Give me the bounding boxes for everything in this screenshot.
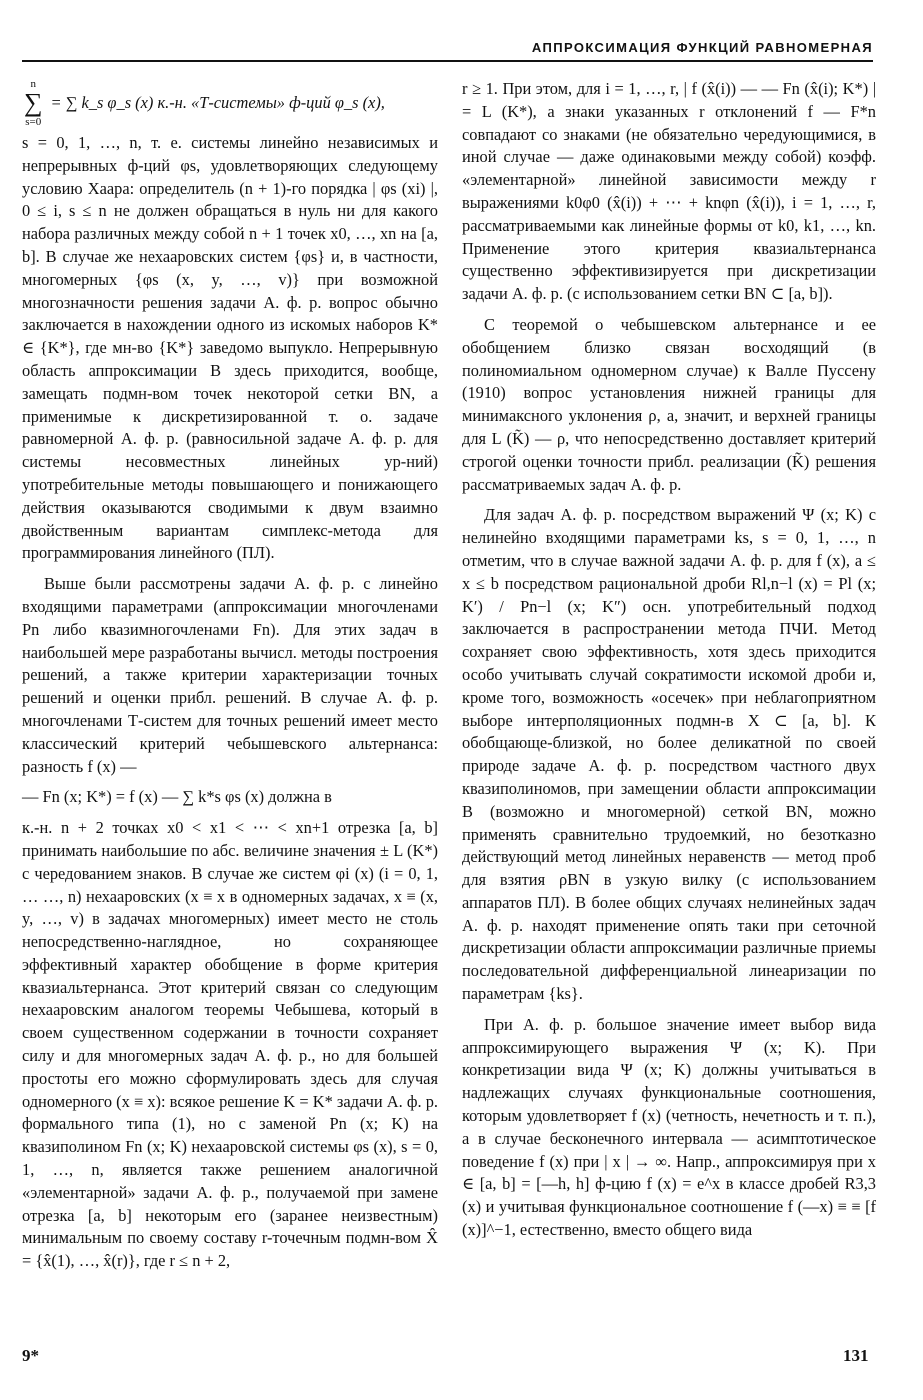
signature-mark: 9*	[22, 1346, 39, 1365]
formula-mid: — Fn (x; K*) = f (x) — ∑ k*s φs (x) должна в	[22, 787, 332, 807]
page-number: 131	[843, 1346, 869, 1365]
left-paragraph-3: к.-н. n + 2 точках x0 < x1 < ⋯ < xn+1 отрезка [a, b] принимать наибольшие по абс. величине значения ± L (K*) с чередованием знаков. В случае же систем φi (x) (i = 0, 1, … …, n) нехааровских (x ≡ x в одномерных задачах, x ≡ (x, y, …, v) в задачах многомерных) имеет место не столь непосредственно-наглядное, но сохраняющее эффективный характер обобщение в форме критерия квазиальтернанса. Этот критерий связан со следующим нехааровским аналогом теоремы Чебышева, который в своем существенном содержании в точности сохраняет силу и для многомерных задач А. ф. р., но для большей простоты его можно сформулировать здесь для случая одномерного (x ≡ x): всякое решение K = K* задачи А. ф. р. формального типа (1), но с заменой Pn (x; K) на квазиполином Fn (x; K) нехааровской системы φs (x), s = 0, 1, …, n, является также решением аналогичной «элементарной» задачи А. ф. р., получаемой при замене отрезка [a, b] некоторым его (заранее неизвестным) минимальным по своему составу r-точечным подмн-вом X̂ = {x̂(1), …, x̂(r)}, где r ≤ n + 2,	[22, 818, 438, 1271]
right-paragraph-2: С теоремой о чебышевском альтернансе и ее обобщением близко связан восходящий (в полиномиальном одномерном случае) к Валле Пуссену (1910) вопрос установления нижней границы для минимаксного уклонения ρ, а, значит, и верхней границы для L (K̃) — ρ, что непосредственно доставляет критерий строгой оценки точности прибл. реализации (K̃) решения рассматриваемых задач А. ф. р.	[462, 314, 876, 494]
header-title: АППРОКСИМАЦИЯ ФУНКЦИЙ РАВНОМЕРНАЯ	[531, 40, 873, 55]
sum-operator	[24, 78, 43, 128]
right-paragraph-4: При А. ф. р. большое значение имеет выбор вида аппроксимирующего выражения Ψ (x; K). При конкретизации вида Ψ (x; K) должны учитываться в надлежащих случаях функциональные соотношения, которым удовлетворяет f (x) (четность, нечетность и т. п.), а в случае бесконечного интервала — асимптотическое поведение f (x) при | x | → ∞. Напр., аппроксимируя при x ∈ [a, b] = [—h, h] ф-цию f (x) = e^x в классе дробей R3,3 (x) и учитывая функциональное соотношение f (—x) ≡ ≡ [f (x)]^−1, естественно, вместо общего вида	[462, 1014, 876, 1240]
formula-top-text: = ∑ k_s φ_s (x) к.-н. «Т-системы» ф-ций φ_s (x),	[50, 92, 385, 112]
sum-lower-limit: s=0	[25, 116, 42, 128]
sum-upper-limit: n	[30, 78, 37, 90]
right-paragraph-1: r ≥ 1. При этом, для i = 1, …, r, | f (x̂(i)) — — Fn (x̂(i); K*) | = L (K*), а знаки указанных r отклонений f — F*n совпадают со знаками (не обязательно чередующимися, в иной случае — даже одинаковыми между собой) коэфф. «элементарной» линейной зависимости между r выражениями k0φ0 (x̂(i)) + ⋯ + knφn (x̂(i)), i = 1, …, r, рассматриваемыми как линейные формы от k0, k1, …, kn. Применение этого критерия квазиальтернанса существенно эффективизируется при дискретизации задачи А. ф. р. (с использованием сетки BN ⊂ [a, b]).	[462, 79, 876, 304]
formula-top	[22, 78, 438, 128]
left-column	[22, 78, 438, 1281]
sigma-icon: ∑	[24, 88, 43, 117]
left-paragraph-2: Выше были рассмотрены задачи А. ф. р. с линейно входящими параметрами (аппроксимации многочленами Pn либо квазимногочленами Fn). Для этих задач в наибольшей мере разработаны вычисл. методы построения решений, а также критерии характеризации точных решений и оценки прибл. решений. В случае А. ф. р. многочленами Т-систем для точных решений имеет место классический критерий чебышевского альтернанса: разность f (x) —	[22, 574, 438, 776]
right-paragraph-3: Для задач А. ф. р. посредством выражений Ψ (x; K) с нелинейно входящими параметрами ks, s = 0, 1, …, n отметим, что в случае важной задачи А. ф. р. для f (x), a ≤ x ≤ b посредством рациональной дроби Rl,n−l (x) = Pl (x; K′) / Pn−l (x; K″) осн. употребительный подход заключается в распространении метода ПЧИ. Метод сохраняет свою эффективность, хотя здесь приходится особо учитывать случай сократимости искомой дроби и, кроме того, возможность «осечек» при неблагоприятном выборе интерполяционных подмн-в X ⊂ [a, b]. К обобщающе-близкой, но более деликатной по своей природе задаче А. ф. р. посредством частного двух квазиполиномов, при замещении области аппроксимации B (возможно и многомерной) сеткой BN, можно применять сравнительно трудоемкий, но безотказно действующий метод линейных неравенств — метод проб для взятия ρBN в узкую вилку (с использованием аппаратов ПЛ). В более общих случаях нелинейных задач А. ф. р. находят применение опять таки при сеточной дискретизации области аппроксимации различные приемы последовательной дифференциальной линеаризации по параметрам {ks}.	[462, 505, 876, 1004]
right-column	[462, 78, 876, 1250]
left-paragraph-1: s = 0, 1, …, n, т. е. системы линейно независимых и непрерывных ф-ций φs, удовлетворяющих следующему условию Хаара: определитель (n + 1)-го порядка | φs (xi) |, 0 ≤ i, s ≤ n не должен обращаться в нуль ни для какого набора различных между собой n + 1 точек x0, …, xn на [a, b]. В случае же нехааровских систем {φs} и, в частности, многомерных {φs (x, y, …, v)} при возможной многозначности решения задачи А. ф. р. вопрос обычно заключается в нахождении одного из искомых наборов K* ∈ {K*}, где мн-во {K*} заведомо выпукло. Непрерывную область аппроксимации B здесь приходится, вообще, замещать подмн-вом точек некоторой сетки BN, а применимые к дискретизированной т. о. задаче равномерной А. ф. р. (равносильной задаче А. ф. р. для системы несовместных линейных ур-ний) употребительные методы повышающего и понижающего действия оказываются сводимыми к двум взаимно двойственным вариантам симплекс-метода для программирования линейного (ПЛ).	[22, 133, 438, 563]
running-header	[22, 36, 873, 62]
